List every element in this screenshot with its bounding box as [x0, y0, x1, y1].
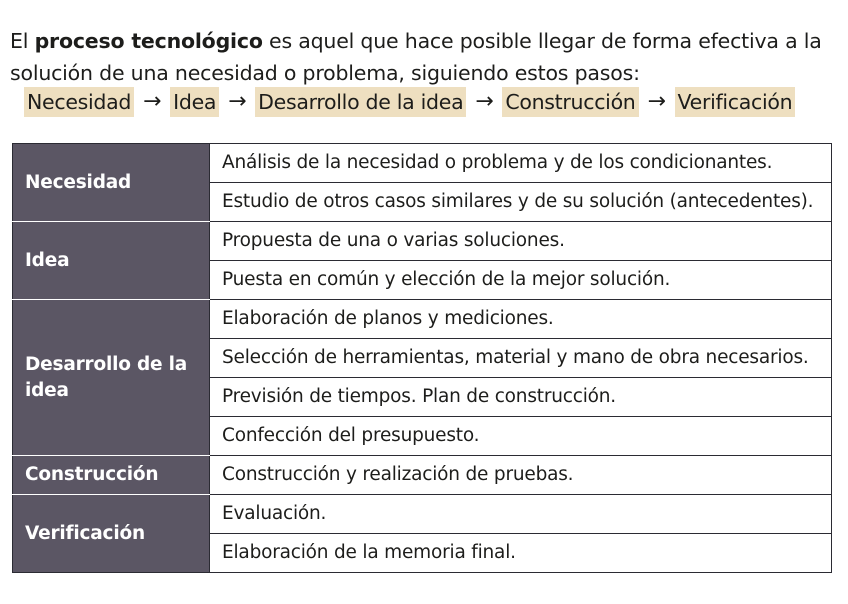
process-table	[12, 143, 832, 573]
table-row	[13, 222, 832, 261]
arrow-right-icon: →	[475, 89, 494, 114]
flow-step-necesidad: Necesidad	[24, 87, 134, 117]
category-cell-necesidad: Necesidad	[13, 144, 210, 222]
table-row	[13, 495, 832, 534]
table-row	[13, 144, 832, 183]
table-cell: Elaboración de la memoria final.	[210, 534, 832, 573]
category-cell-construccion: Construcción	[13, 456, 210, 495]
arrow-right-icon: →	[228, 89, 247, 114]
flow-step-construccion: Construcción	[502, 87, 638, 117]
table-row	[13, 300, 832, 339]
flow-step-verificacion: Verificación	[675, 87, 796, 117]
arrow-right-icon: →	[143, 89, 162, 114]
intro-suffix: es aquel que hace posible llegar de forma efectiva a la solución de una necesidad o problema, siguiendo estos pasos:	[10, 28, 822, 85]
table-cell: Propuesta de una o varias soluciones.	[210, 222, 832, 261]
flow-step-idea: Idea	[170, 87, 219, 117]
category-cell-desarrollo: Desarrollo de la idea	[13, 300, 210, 456]
table-cell: Puesta en común y elección de la mejor solución.	[210, 261, 832, 300]
table-cell: Confección del presupuesto.	[210, 417, 832, 456]
intro-prefix: El	[10, 28, 35, 53]
table-cell: Análisis de la necesidad o problema y de los condicionantes.	[210, 144, 832, 183]
flow-step-desarrollo: Desarrollo de la idea	[255, 87, 466, 117]
table-cell: Previsión de tiempos. Plan de construcción.	[210, 378, 832, 417]
process-flow	[24, 86, 795, 118]
intro-bold-term: proceso tecnológico	[34, 28, 263, 53]
table-cell: Selección de herramientas, material y mano de obra necesarios.	[210, 339, 832, 378]
table-cell: Elaboración de planos y mediciones.	[210, 300, 832, 339]
arrow-right-icon: →	[647, 89, 666, 114]
table-cell: Estudio de otros casos similares y de su solución (antecedentes).	[210, 183, 832, 222]
intro-paragraph	[10, 25, 840, 89]
category-cell-idea: Idea	[13, 222, 210, 300]
table-cell: Evaluación.	[210, 495, 832, 534]
table-cell: Construcción y realización de pruebas.	[210, 456, 832, 495]
category-cell-verificacion: Verificación	[13, 495, 210, 573]
table-row	[13, 456, 832, 495]
